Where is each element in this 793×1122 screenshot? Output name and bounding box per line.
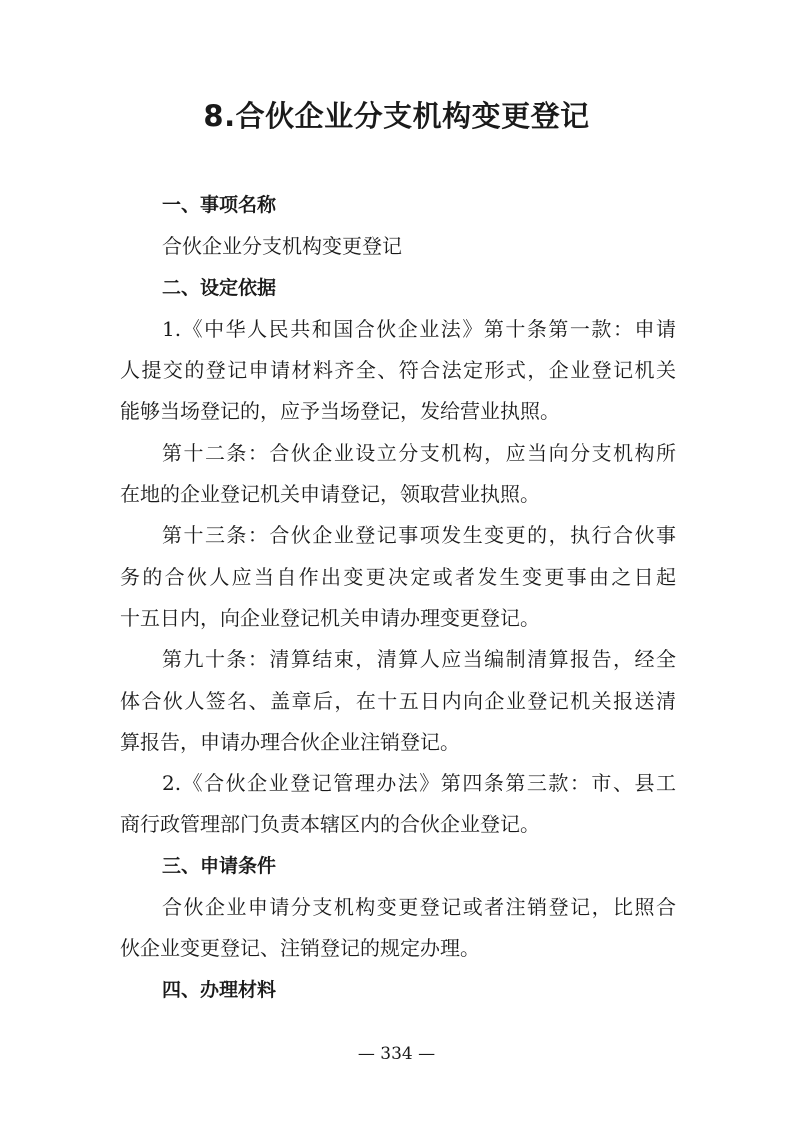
paragraph-line: 第十二条：合伙企业设立分支机构，应当向分支机构所 bbox=[162, 440, 676, 465]
paragraph-line: 2.《合伙企业登记管理办法》第四条第三款：市、县工 bbox=[162, 771, 676, 796]
paragraph-line: 第九十条：清算结束，清算人应当编制清算报告，经全 bbox=[162, 647, 676, 672]
paragraph-line: 人提交的登记申请材料齐全、符合法定形式，企业登记机关 bbox=[120, 358, 676, 383]
section-heading: 四、办理材料 bbox=[162, 978, 277, 1001]
paragraph-line: 伙企业变更登记、注销登记的规定办理。 bbox=[120, 936, 480, 961]
document-body bbox=[120, 185, 676, 1011]
paragraph-line: 第十三条：合伙企业登记事项发生变更的，执行合伙事 bbox=[162, 523, 676, 548]
paragraph-line: 1.《中华人民共和国合伙企业法》第十条第一款：申请 bbox=[162, 316, 676, 341]
paragraph-line: 商行政管理部门负责本辖区内的合伙企业登记。 bbox=[120, 812, 540, 837]
page-title: 8.合伙企业分支机构变更登记 bbox=[203, 99, 590, 133]
section-heading: 二、设定依据 bbox=[162, 276, 277, 299]
paragraph-line: 合伙企业分支机构变更登记 bbox=[162, 234, 402, 259]
paragraph-line: 算报告，申请办理合伙企业注销登记。 bbox=[120, 729, 460, 754]
section-heading: 三、申请条件 bbox=[162, 854, 277, 877]
paragraph-line: 合伙企业申请分支机构变更登记或者注销登记，比照合 bbox=[162, 895, 676, 920]
paragraph-line: 十五日内，向企业登记机关申请办理变更登记。 bbox=[120, 605, 540, 630]
paragraph-line: 体合伙人签名、盖章后，在十五日内向企业登记机关报送清 bbox=[120, 688, 676, 713]
paragraph-line: 能够当场登记的，应予当场登记，发给营业执照。 bbox=[120, 399, 560, 424]
paragraph-line: 在地的企业登记机关申请登记，领取营业执照。 bbox=[120, 482, 540, 507]
section-heading: 一、事项名称 bbox=[162, 194, 277, 216]
paragraph-line: 务的合伙人应当自作出变更决定或者发生变更事由之日起 bbox=[120, 564, 676, 589]
page-number: — 334 — bbox=[357, 1044, 436, 1064]
